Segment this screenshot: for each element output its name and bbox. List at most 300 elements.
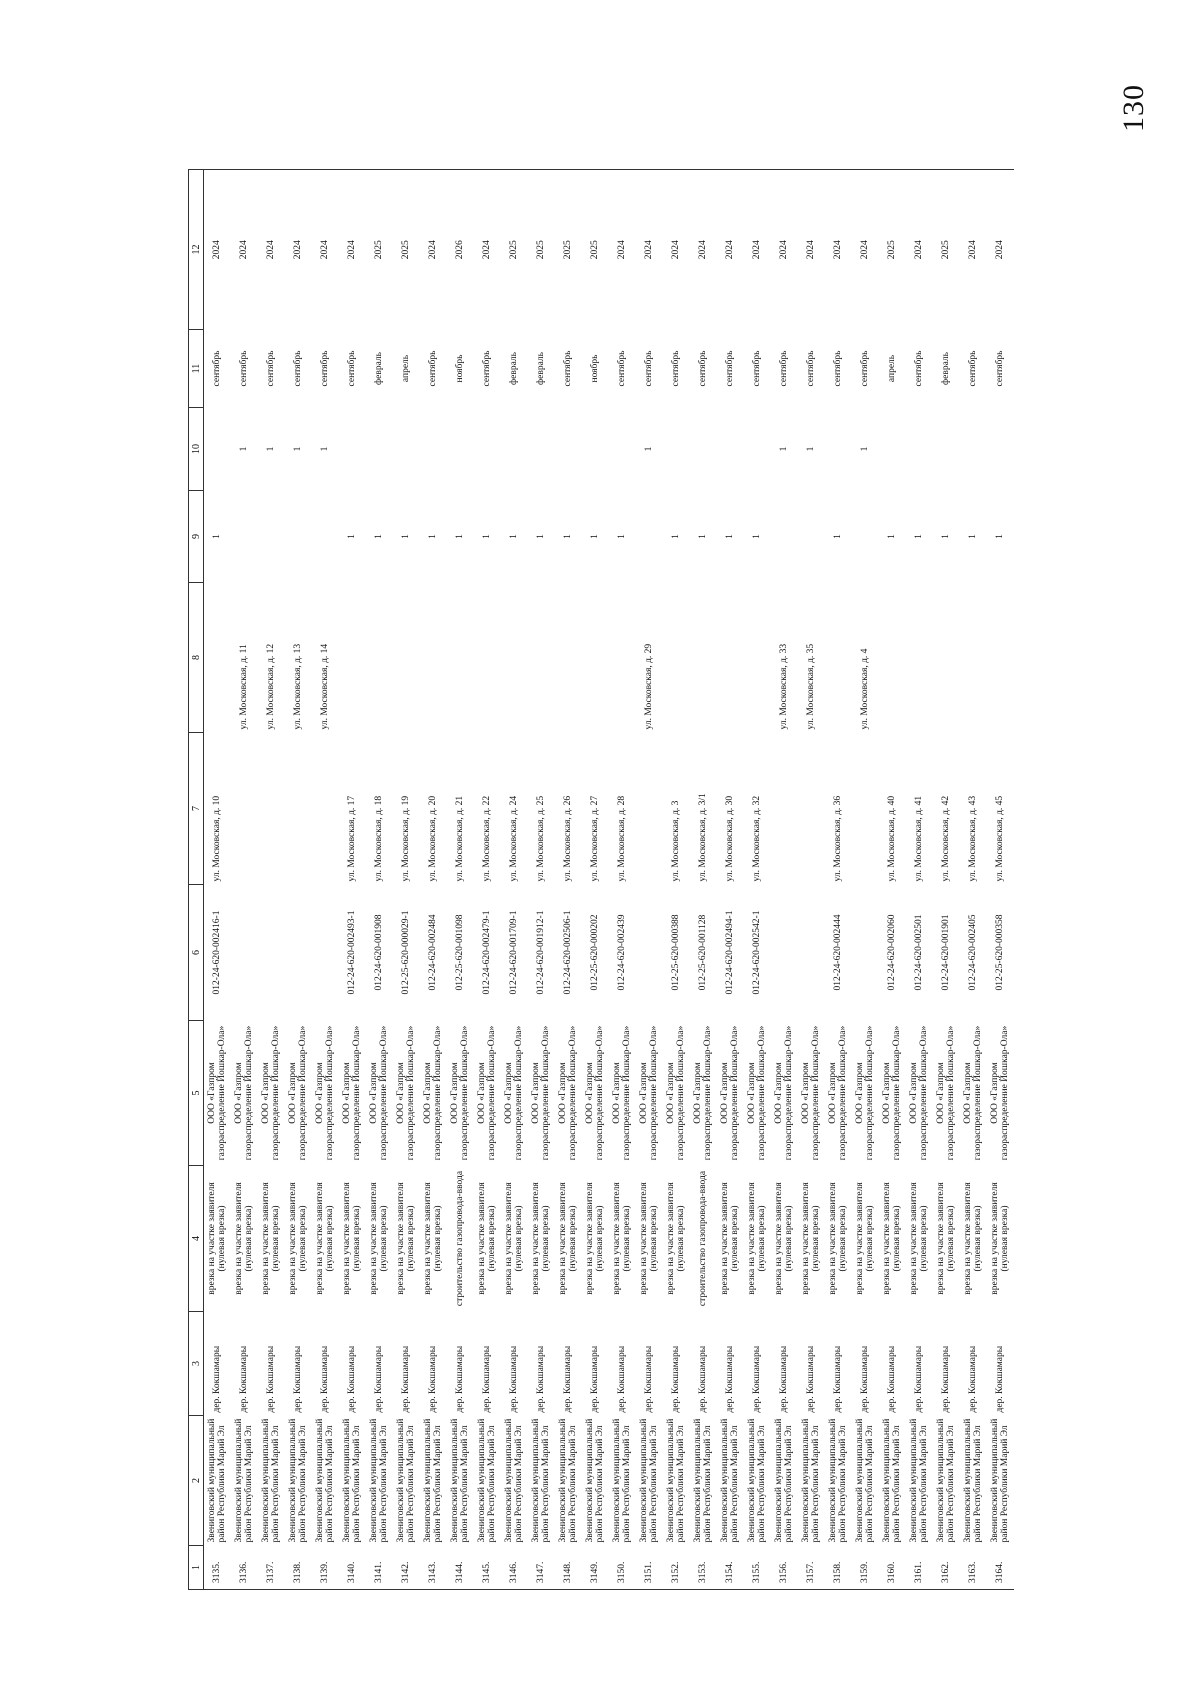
address-col7-cell: ул. Московская, д. 30 — [724, 795, 735, 882]
application-code-cell: 012-25-620-000202 — [589, 914, 600, 991]
table-row — [960, 170, 987, 1590]
address-col8-cell — [528, 583, 555, 733]
count-col9-cell — [231, 491, 258, 583]
count-col10-cell: 1 — [265, 446, 276, 452]
organization-cell: ООО «Газпром газораспределение Йошкар-Ола» — [287, 1025, 308, 1161]
district-cell: Звениговский муниципальный район Республики Марий Эл — [989, 1418, 1010, 1543]
month-cell: сентябрь — [913, 350, 924, 387]
count-col10-cell: 1 — [292, 446, 303, 452]
row-number: 3154. — [717, 1546, 744, 1590]
locality-cell: дер. Кокшамары — [562, 1345, 573, 1413]
application-code-cell: 012-25-620-000029-1 — [400, 910, 411, 995]
address-col8-cell — [582, 583, 609, 733]
address-col8-cell: ул. Московская, д. 12 — [265, 643, 276, 730]
column-header-6: 6 — [189, 885, 204, 1021]
count-col9-cell: 1 — [697, 534, 708, 539]
table-row — [258, 170, 285, 1590]
work-type-cell: врезка на участке заявителя (нулевая врезка) — [341, 1182, 362, 1295]
address-col7-cell: ул. Московская, д. 3 — [670, 800, 681, 882]
work-type-cell: врезка на участке заявителя (нулевая врезка) — [206, 1182, 228, 1295]
month-cell: сентябрь — [292, 350, 303, 387]
month-cell: февраль — [940, 352, 951, 385]
count-col10-cell — [555, 408, 582, 491]
count-col10-cell — [582, 408, 609, 491]
month-cell: сентябрь — [616, 350, 627, 387]
organization-cell: ООО «Газпром газораспределение Йошкар-Ола» — [962, 1025, 983, 1161]
count-col9-cell: 1 — [427, 534, 438, 539]
locality-cell: дер. Кокшамары — [238, 1345, 249, 1413]
address-col7-cell: ул. Московская, д. 28 — [616, 795, 627, 882]
row-number: 3144. — [447, 1546, 474, 1590]
locality-cell: дер. Кокшамары — [292, 1345, 303, 1413]
district-cell: Звениговский муниципальный район Республики Марий Эл — [287, 1418, 308, 1543]
month-cell: сентябрь — [832, 350, 843, 387]
organization-cell: ООО «Газпром газораспределение Йошкар-Ола» — [773, 1025, 794, 1161]
column-header-5: 5 — [189, 1021, 204, 1166]
locality-cell: дер. Кокшамары — [778, 1345, 789, 1413]
address-col7-cell — [636, 733, 663, 885]
work-type-cell: строительство газопровода-ввода — [697, 1170, 708, 1307]
work-type-cell: врезка на участке заявителя (нулевая врезка) — [584, 1182, 605, 1295]
organization-cell: ООО «Газпром газораспределение Йошкар-Ола» — [746, 1025, 767, 1161]
organization-cell: ООО «Газпром газораспределение Йошкар-Ола» — [395, 1025, 416, 1161]
work-type-cell: врезка на участке заявителя (нулевая врезка) — [746, 1182, 767, 1295]
year-cell: 2024 — [204, 170, 231, 330]
year-cell: 2024 — [420, 170, 447, 330]
row-number: 3156. — [771, 1546, 798, 1590]
row-number: 3143. — [420, 1546, 447, 1590]
row-number: 3160. — [879, 1546, 906, 1590]
address-col8-cell — [663, 583, 690, 733]
column-header-4: 4 — [189, 1166, 204, 1312]
year-cell: 2024 — [258, 170, 285, 330]
work-type-cell: врезка на участке заявителя (нулевая врезка) — [611, 1182, 632, 1295]
application-code-cell: 012-24-620-002060 — [886, 914, 897, 991]
month-cell: февраль — [373, 352, 384, 385]
count-col10-cell — [528, 408, 555, 491]
work-type-cell: врезка на участке заявителя (нулевая врезка) — [530, 1182, 551, 1295]
count-col9-cell: 1 — [967, 534, 978, 539]
count-col10-cell: 1 — [859, 446, 870, 452]
count-col10-cell: 1 — [238, 446, 249, 452]
table-row — [528, 170, 555, 1590]
organization-cell: ООО «Газпром газораспределение Йошкар-Ола» — [854, 1025, 875, 1161]
count-col9-cell — [771, 491, 798, 583]
address-col8-cell — [420, 583, 447, 733]
count-col9-cell — [798, 491, 825, 583]
work-type-cell: врезка на участке заявителя (нулевая врезка) — [665, 1182, 686, 1295]
table-row — [798, 170, 825, 1590]
row-number: 3147. — [528, 1546, 555, 1590]
row-number: 3151. — [636, 1546, 663, 1590]
district-cell: Звениговский муниципальный район Республики Марий Эл — [746, 1418, 767, 1543]
work-type-cell: врезка на участке заявителя (нулевая врезка) — [422, 1182, 443, 1295]
locality-cell: дер. Кокшамары — [400, 1345, 411, 1413]
row-number: 3141. — [366, 1546, 393, 1590]
row-number: 3161. — [906, 1546, 933, 1590]
application-code-cell: 012-24-620-002444 — [832, 914, 843, 991]
table-row — [717, 170, 744, 1590]
locality-cell: дер. Кокшамары — [751, 1345, 762, 1413]
address-col8-cell — [555, 583, 582, 733]
table-row — [231, 170, 258, 1590]
application-code-cell — [771, 885, 798, 1021]
month-cell: сентябрь — [697, 350, 708, 387]
row-number: 3153. — [690, 1546, 717, 1590]
count-col9-cell: 1 — [886, 534, 897, 539]
table-row — [771, 170, 798, 1590]
year-cell: 2025 — [582, 170, 609, 330]
address-col8-cell — [339, 583, 366, 733]
district-cell: Звениговский муниципальный район Республики Марий Эл — [908, 1418, 929, 1543]
count-col9-cell — [285, 491, 312, 583]
organization-cell: ООО «Газпром газораспределение Йошкар-Ола» — [341, 1025, 362, 1161]
row-number: 3138. — [285, 1546, 312, 1590]
locality-cell: дер. Кокшамары — [319, 1345, 330, 1413]
year-cell: 2024 — [717, 170, 744, 330]
count-col10-cell — [879, 408, 906, 491]
application-code-cell: 012-24-620-001901 — [940, 914, 951, 991]
table-row — [366, 170, 393, 1590]
application-code-cell: 012-24-620-002405 — [967, 914, 978, 991]
locality-cell: дер. Кокшамары — [373, 1345, 384, 1413]
locality-cell: дер. Кокшамары — [994, 1345, 1005, 1413]
district-cell: Звениговский муниципальный район Республики Марий Эл — [530, 1418, 551, 1543]
count-col10-cell — [825, 408, 852, 491]
count-col10-cell — [501, 408, 528, 491]
locality-cell: дер. Кокшамары — [212, 1345, 222, 1413]
district-cell: Звениговский муниципальный район Республики Марий Эл — [638, 1418, 659, 1543]
month-cell: сентябрь — [319, 350, 330, 387]
row-number: 3139. — [312, 1546, 339, 1590]
month-cell: сентябрь — [805, 350, 816, 387]
district-cell: Звениговский муниципальный район Республики Марий Эл — [341, 1418, 362, 1543]
month-cell: сентябрь — [427, 350, 438, 387]
month-cell: сентябрь — [265, 350, 276, 387]
table-row — [933, 170, 960, 1590]
work-type-cell: строительство газопровода-ввода — [454, 1170, 465, 1307]
month-cell: сентябрь — [212, 350, 222, 387]
locality-cell: дер. Кокшамары — [886, 1345, 897, 1413]
address-col7-cell — [285, 733, 312, 885]
gasification-table — [188, 169, 1014, 1590]
application-code-cell — [285, 885, 312, 1021]
table-row — [474, 170, 501, 1590]
application-code-cell: 012-24-620-001908 — [373, 914, 384, 991]
year-cell: 2024 — [339, 170, 366, 330]
locality-cell: дер. Кокшамары — [616, 1345, 627, 1413]
application-code-cell: 012-25-620-001128 — [697, 914, 708, 991]
work-type-cell: врезка на участке заявителя (нулевая врезка) — [260, 1182, 281, 1295]
locality-cell: дер. Кокшамары — [832, 1345, 843, 1413]
work-type-cell: врезка на участке заявителя (нулевая врезка) — [557, 1182, 578, 1295]
count-col10-cell — [906, 408, 933, 491]
organization-cell: ООО «Газпром газораспределение Йошкар-Ола» — [827, 1025, 848, 1161]
application-code-cell: 012-24-620-002542-1 — [751, 910, 762, 995]
application-code-cell — [852, 885, 879, 1021]
district-cell: Звениговский муниципальный район Республики Марий Эл — [584, 1418, 605, 1543]
address-col8-cell: ул. Московская, д. 35 — [805, 643, 816, 730]
year-cell: 2024 — [609, 170, 636, 330]
count-col9-cell: 1 — [535, 534, 546, 539]
year-cell: 2024 — [663, 170, 690, 330]
month-cell: ноябрь — [589, 354, 600, 383]
year-cell: 2025 — [879, 170, 906, 330]
district-cell: Звениговский муниципальный район Республики Марий Эл — [962, 1418, 983, 1543]
address-col7-cell: ул. Московская, д. 18 — [373, 795, 384, 882]
address-col7-cell: ул. Московская, д. 41 — [913, 795, 924, 882]
count-col9-cell — [636, 491, 663, 583]
count-col10-cell — [393, 408, 420, 491]
table-row — [393, 170, 420, 1590]
address-col8-cell — [906, 583, 933, 733]
work-type-cell: врезка на участке заявителя (нулевая врезка) — [800, 1182, 821, 1295]
work-type-cell: врезка на участке заявителя (нулевая врезка) — [233, 1182, 254, 1295]
work-type-cell: врезка на участке заявителя (нулевая врезка) — [989, 1182, 1010, 1295]
rotated-table-sheet — [188, 170, 1198, 1590]
application-code-cell — [258, 885, 285, 1021]
address-col7-cell: ул. Московская, д. 26 — [562, 795, 573, 882]
year-cell: 2024 — [771, 170, 798, 330]
address-col8-cell: ул. Московская, д. 14 — [319, 643, 330, 730]
locality-cell: дер. Кокшамары — [508, 1345, 519, 1413]
table-row — [555, 170, 582, 1590]
row-number: 3142. — [393, 1546, 420, 1590]
year-cell: 2024 — [987, 170, 1014, 330]
month-cell: апрель — [400, 354, 411, 383]
count-col9-cell: 1 — [589, 534, 600, 539]
count-col9-cell: 1 — [346, 534, 357, 539]
count-col9-cell: 1 — [562, 534, 573, 539]
table-row — [987, 170, 1014, 1590]
application-code-cell: 012-25-620-000388 — [670, 914, 681, 991]
count-col10-cell — [609, 408, 636, 491]
address-col8-cell — [960, 583, 987, 733]
column-header-9: 9 — [189, 491, 204, 583]
table-row — [420, 170, 447, 1590]
count-col10-cell: 1 — [643, 446, 654, 452]
month-cell: сентябрь — [778, 350, 789, 387]
organization-cell: ООО «Газпром газораспределение Йошкар-Ола» — [314, 1025, 335, 1161]
count-col9-cell — [258, 491, 285, 583]
count-col9-cell: 1 — [481, 534, 492, 539]
year-cell: 2024 — [474, 170, 501, 330]
address-col7-cell: ул. Московская, д. 19 — [400, 795, 411, 882]
year-cell: 2024 — [690, 170, 717, 330]
count-col9-cell: 1 — [724, 534, 735, 539]
address-col8-cell — [501, 583, 528, 733]
locality-cell: дер. Кокшамары — [967, 1345, 978, 1413]
organization-cell: ООО «Газпром газораспределение Йошкар-Ола» — [368, 1025, 389, 1161]
address-col8-cell: ул. Московская, д. 33 — [778, 643, 789, 730]
address-col8-cell — [825, 583, 852, 733]
work-type-cell: врезка на участке заявителя (нулевая врезка) — [638, 1182, 659, 1295]
table-row — [879, 170, 906, 1590]
year-cell: 2025 — [933, 170, 960, 330]
locality-cell: дер. Кокшамары — [265, 1345, 276, 1413]
organization-cell: ООО «Газпром газораспределение Йошкар-Ола» — [719, 1025, 740, 1161]
column-number-header-row — [189, 170, 204, 1590]
column-header-10: 10 — [189, 408, 204, 491]
month-cell: сентябрь — [238, 350, 249, 387]
organization-cell: ООО «Газпром газораспределение Йошкар-Ола» — [935, 1025, 956, 1161]
address-col7-cell: ул. Московская, д. 27 — [589, 795, 600, 882]
locality-cell: дер. Кокшамары — [643, 1345, 654, 1413]
year-cell: 2025 — [528, 170, 555, 330]
month-cell: сентябрь — [346, 350, 357, 387]
locality-cell: дер. Кокшамары — [481, 1345, 492, 1413]
year-cell: 2024 — [798, 170, 825, 330]
count-col10-cell — [717, 408, 744, 491]
count-col9-cell: 1 — [373, 534, 384, 539]
organization-cell: ООО «Газпром газораспределение Йошкар-Ола» — [530, 1025, 551, 1161]
month-cell: февраль — [508, 352, 519, 385]
month-cell: сентябрь — [967, 350, 978, 387]
table-row — [609, 170, 636, 1590]
row-number: 3136. — [231, 1546, 258, 1590]
row-number: 3149. — [582, 1546, 609, 1590]
count-col10-cell — [663, 408, 690, 491]
locality-cell: дер. Кокшамары — [724, 1345, 735, 1413]
application-code-cell: 012-24-620-001709-1 — [508, 910, 519, 995]
month-cell: сентябрь — [670, 350, 681, 387]
address-col7-cell: ул. Московская, д. 21 — [454, 795, 465, 882]
work-type-cell: врезка на участке заявителя (нулевая врезка) — [827, 1182, 848, 1295]
address-col7-cell: ул. Московская, д. 20 — [427, 795, 438, 882]
locality-cell: дер. Кокшамары — [589, 1345, 600, 1413]
district-cell: Звениговский муниципальный район Республики Марий Эл — [449, 1418, 470, 1543]
locality-cell: дер. Кокшамары — [454, 1345, 465, 1413]
organization-cell: ООО «Газпром газораспределение Йошкар-Ола» — [584, 1025, 605, 1161]
district-cell: Звениговский муниципальный район Республики Марий Эл — [368, 1418, 389, 1543]
address-col8-cell — [393, 583, 420, 733]
organization-cell: ООО «Газпром газораспределение Йошкар-Ола» — [206, 1025, 228, 1161]
year-cell: 2024 — [231, 170, 258, 330]
address-col7-cell — [852, 733, 879, 885]
count-col10-cell — [366, 408, 393, 491]
count-col9-cell — [852, 491, 879, 583]
work-type-cell: врезка на участке заявителя (нулевая врезка) — [773, 1182, 794, 1295]
address-col8-cell: ул. Московская, д. 4 — [859, 648, 870, 730]
address-col7-cell: ул. Московская, д. 42 — [940, 795, 951, 882]
year-cell: 2025 — [366, 170, 393, 330]
table-row — [312, 170, 339, 1590]
address-col7-cell: ул. Московская, д. 3/1 — [697, 793, 708, 882]
locality-cell: дер. Кокшамары — [670, 1345, 681, 1413]
work-type-cell: врезка на участке заявителя (нулевая врезка) — [854, 1182, 875, 1295]
count-col10-cell — [933, 408, 960, 491]
application-code-cell — [798, 885, 825, 1021]
organization-cell: ООО «Газпром газораспределение Йошкар-Ола» — [260, 1025, 281, 1161]
address-col7-cell — [258, 733, 285, 885]
work-type-cell: врезка на участке заявителя (нулевая врезка) — [476, 1182, 497, 1295]
address-col7-cell: ул. Московская, д. 40 — [886, 795, 897, 882]
year-cell: 2024 — [852, 170, 879, 330]
address-col8-cell: ул. Московская, д. 29 — [643, 643, 654, 730]
work-type-cell: врезка на участке заявителя (нулевая врезка) — [908, 1182, 929, 1295]
address-col8-cell — [717, 583, 744, 733]
column-header-7: 7 — [189, 733, 204, 885]
row-number: 3162. — [933, 1546, 960, 1590]
application-code-cell: 012-24-620-002494-1 — [724, 910, 735, 995]
organization-cell: ООО «Газпром газораспределение Йошкар-Ола» — [881, 1025, 902, 1161]
organization-cell: ООО «Газпром газораспределение Йошкар-Ола» — [908, 1025, 929, 1161]
table-row — [852, 170, 879, 1590]
address-col7-cell — [312, 733, 339, 885]
work-type-cell: врезка на участке заявителя (нулевая врезка) — [395, 1182, 416, 1295]
address-col7-cell: ул. Московская, д. 43 — [967, 795, 978, 882]
organization-cell: ООО «Газпром газораспределение Йошкар-Ола» — [422, 1025, 443, 1161]
address-col7-cell — [231, 733, 258, 885]
table-row — [663, 170, 690, 1590]
column-header-2: 2 — [189, 1416, 204, 1546]
locality-cell: дер. Кокшамары — [859, 1345, 870, 1413]
count-col10-cell: 1 — [319, 446, 330, 452]
application-code-cell: 012-24-620-001912-1 — [535, 910, 546, 995]
work-type-cell: врезка на участке заявителя (нулевая врезка) — [314, 1182, 335, 1295]
count-col9-cell: 1 — [212, 534, 222, 539]
district-cell: Звениговский муниципальный район Республики Марий Эл — [557, 1418, 578, 1543]
row-number: 3158. — [825, 1546, 852, 1590]
district-cell: Звениговский муниципальный район Республики Марий Эл — [233, 1418, 254, 1543]
row-number: 3157. — [798, 1546, 825, 1590]
address-col8-cell — [987, 583, 1014, 733]
work-type-cell: врезка на участке заявителя (нулевая врезка) — [287, 1182, 308, 1295]
organization-cell: ООО «Газпром газораспределение Йошкар-Ола» — [233, 1025, 254, 1161]
address-col8-cell — [744, 583, 771, 733]
column-header-1: 1 — [189, 1546, 204, 1590]
row-number: 3164. — [987, 1546, 1014, 1590]
month-cell: сентябрь — [724, 350, 735, 387]
locality-cell: дер. Кокшамары — [913, 1345, 924, 1413]
count-col10-cell — [744, 408, 771, 491]
month-cell: сентябрь — [994, 350, 1005, 387]
row-number: 3163. — [960, 1546, 987, 1590]
application-code-cell: 012-25-620-001098 — [454, 914, 465, 991]
table-row — [339, 170, 366, 1590]
count-col9-cell: 1 — [913, 534, 924, 539]
year-cell: 2025 — [555, 170, 582, 330]
row-number: 3137. — [258, 1546, 285, 1590]
year-cell: 2024 — [744, 170, 771, 330]
work-type-cell: врезка на участке заявителя (нулевая врезка) — [962, 1182, 983, 1295]
year-cell: 2024 — [285, 170, 312, 330]
count-col9-cell: 1 — [832, 534, 843, 539]
district-cell: Звениговский муниципальный район Республики Марий Эл — [476, 1418, 497, 1543]
district-cell: Звениговский муниципальный район Республики Марий Эл — [206, 1418, 228, 1543]
address-col8-cell — [474, 583, 501, 733]
work-type-cell: врезка на участке заявителя (нулевая врезка) — [881, 1182, 902, 1295]
district-cell: Звениговский муниципальный район Республики Марий Эл — [692, 1418, 713, 1543]
row-number: 3140. — [339, 1546, 366, 1590]
count-col9-cell: 1 — [994, 534, 1005, 539]
table-row — [825, 170, 852, 1590]
count-col9-cell: 1 — [454, 534, 465, 539]
month-cell: сентябрь — [751, 350, 762, 387]
count-col9-cell: 1 — [616, 534, 627, 539]
application-code-cell: 012-24-620-002506-1 — [562, 910, 573, 995]
locality-cell: дер. Кокшамары — [940, 1345, 951, 1413]
address-col8-cell — [447, 583, 474, 733]
work-type-cell: врезка на участке заявителя (нулевая врезка) — [719, 1182, 740, 1295]
district-cell: Звениговский муниципальный район Республики Марий Эл — [611, 1418, 632, 1543]
locality-cell: дер. Кокшамары — [427, 1345, 438, 1413]
row-number: 3152. — [663, 1546, 690, 1590]
table-row — [906, 170, 933, 1590]
organization-cell: ООО «Газпром газораспределение Йошкар-Ола» — [557, 1025, 578, 1161]
address-col8-cell — [690, 583, 717, 733]
row-number: 3146. — [501, 1546, 528, 1590]
